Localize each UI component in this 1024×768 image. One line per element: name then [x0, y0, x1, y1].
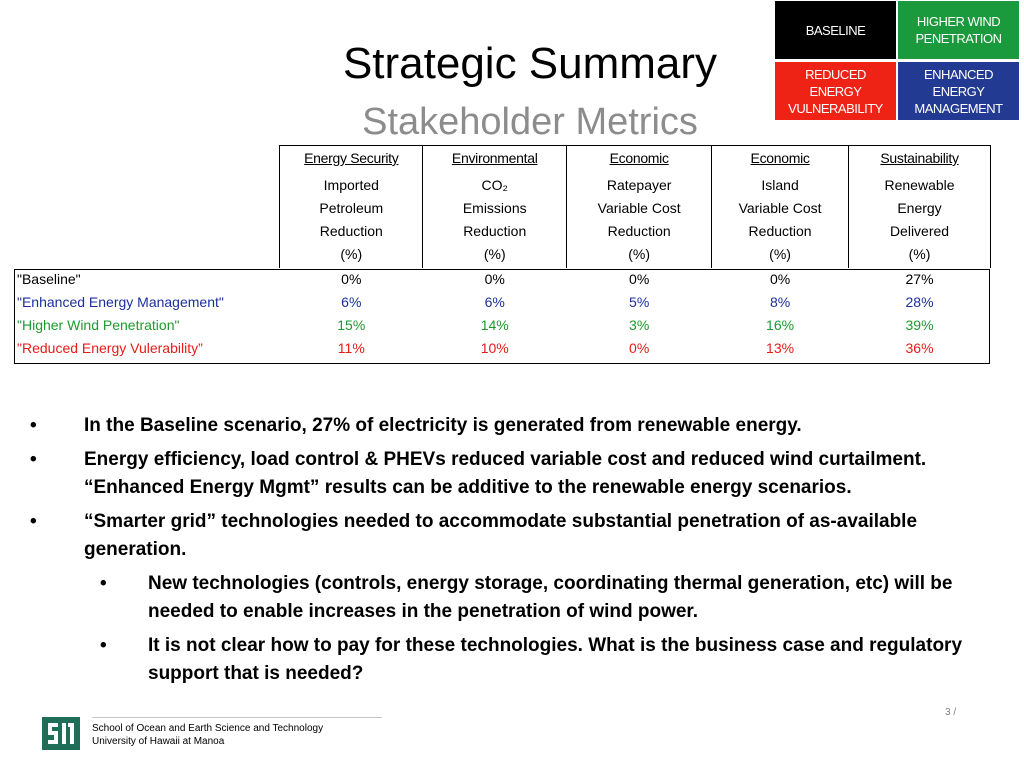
table-cell: 15% [337, 317, 366, 333]
bullet-item [30, 446, 1000, 502]
bullet-dot: • [30, 449, 37, 470]
table-cell: 36% [905, 340, 934, 356]
table-cell: 28% [905, 294, 934, 310]
footer-school: School of Ocean and Earth Science and Technology [92, 723, 324, 734]
table-cell: 39% [905, 317, 934, 333]
column-category: Sustainability [880, 150, 959, 166]
bullet-text: It is not clear how to pay for these technologies. What is the business case and regulatory support that is needed? [148, 635, 963, 684]
table-row [14, 337, 991, 360]
table-cell: 8% [769, 294, 791, 310]
university-logo-icon [42, 717, 80, 750]
row-label: "Enhanced Energy Management" [17, 294, 224, 310]
footer-text [92, 722, 323, 748]
table-cell: 27% [905, 271, 934, 287]
column-description: CO₂ Emissions Reduction (%) [462, 177, 527, 262]
table-row [14, 291, 991, 314]
row-label: "Reduced Energy Vulerability” [17, 340, 203, 356]
table-cell: 0% [629, 271, 650, 287]
bullet-item [30, 508, 1000, 564]
legend-baseline: BASELINE [774, 0, 897, 60]
column-description: Imported Petroleum Reduction (%) [319, 177, 384, 262]
row-label: "Baseline" [17, 271, 81, 287]
table-cell: 0% [341, 271, 362, 287]
sub-bullet-item [30, 570, 1000, 626]
table-cell: 16% [766, 317, 795, 333]
header-spacer [14, 146, 280, 269]
table-cell: 0% [629, 340, 650, 356]
legend-enhanced-management: ENHANCED ENERGY MANAGEMENT [897, 61, 1020, 121]
column-header [567, 146, 712, 269]
slide-title: Strategic Summary [342, 39, 718, 88]
table-cell: 14% [480, 317, 509, 333]
bullet-dot: • [30, 415, 37, 436]
column-header [849, 146, 991, 269]
sub-bullet-item [30, 632, 1000, 688]
scenario-legend [774, 0, 1024, 122]
column-category: Environmental [451, 150, 538, 166]
column-header [280, 146, 423, 269]
row-label: "Higher Wind Penetration" [17, 317, 180, 333]
bullet-text: “Smarter grid” technologies needed to accommodate substantial penetration of as-available generation. [84, 511, 918, 560]
column-description: Ratepayer Variable Cost Reduction (%) [597, 177, 681, 262]
table-cell: 5% [629, 294, 650, 310]
table-row [14, 314, 991, 337]
bullet-text: New technologies (controls, energy storage, coordinating thermal generation, etc) will be needed to enable increases in the penetration of wind power. [148, 573, 953, 622]
legend-reduced-vulnerability: REDUCED ENERGY VULNERABILITY [774, 61, 897, 121]
column-description: Renewable Energy Delivered (%) [884, 177, 955, 262]
table-cell: 6% [484, 294, 505, 310]
bullet-text: In the Baseline scenario, 27% of electricity is generated from renewable energy. [84, 415, 802, 436]
column-header [423, 146, 567, 269]
table-header-row [14, 146, 991, 269]
table-cell: 13% [766, 340, 795, 356]
bullet-text: Energy efficiency, load control & PHEVs reduced variable cost and reduced wind curtailment. “Enhanced Energy Mgmt” results can be additive to the renewable energy scenarios. [84, 449, 927, 498]
legend-higher-wind: HIGHER WIND PENETRATION [897, 0, 1020, 60]
bullet-list [30, 412, 1000, 694]
footer [42, 714, 342, 754]
column-category: Energy Security [304, 150, 399, 166]
footer-university: University of Hawaii at Manoa [92, 736, 225, 747]
table-cell: 10% [480, 340, 509, 356]
bullet-dot: • [30, 511, 37, 532]
table-cell: 6% [341, 294, 362, 310]
table-cell: 3% [629, 317, 650, 333]
page-number: 3 / [945, 707, 957, 718]
column-category: Economic [609, 150, 669, 166]
bullet-dot: • [100, 635, 107, 656]
table-cell: 0% [769, 271, 791, 287]
table-cell: 0% [484, 271, 505, 287]
column-category: Economic [750, 150, 810, 166]
bullet-dot: • [100, 573, 107, 594]
column-header [712, 146, 849, 269]
table-row [14, 268, 991, 291]
slide-subtitle: Stakeholder Metrics [362, 101, 698, 143]
bullet-item [30, 412, 1000, 440]
table-body [14, 268, 991, 360]
table-cell: 11% [337, 340, 365, 356]
footer-divider [92, 717, 382, 718]
metrics-table [14, 145, 991, 360]
column-description: Island Variable Cost Reduction (%) [738, 177, 822, 262]
